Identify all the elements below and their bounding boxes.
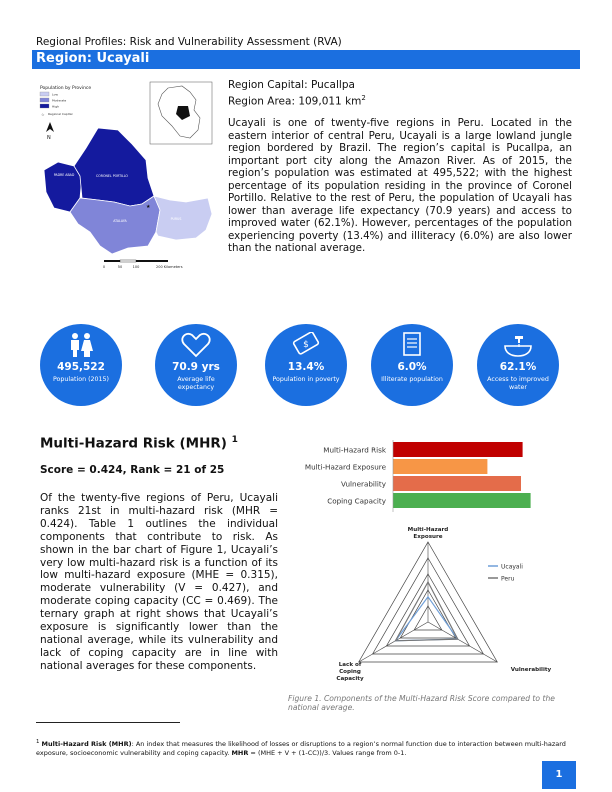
region-capital-block: [228, 79, 366, 109]
page-header-title: Regional Profiles: Risk and Vulnerability Assessment (RVA): [36, 36, 342, 48]
stat-poverty-label: Population in poverty: [272, 376, 340, 383]
province-coronel-portillo: [74, 128, 154, 206]
north-arrow-icon: [46, 122, 54, 132]
stat-life-expectancy-value: 70.9 yrs: [172, 361, 220, 373]
footnote-text: : An index that measures the likelihood of losses or disruptions to a region’s normal function due to interaction between multi-hazard exposure, socioeconomic vulnerability and coping capacity.: [36, 740, 566, 758]
stat-illiteracy-value: 6.0%: [397, 361, 427, 373]
region-capital: Region Capital: Pucallpa: [228, 79, 355, 91]
footnote-formula-label: MHR: [231, 749, 249, 758]
stat-illiteracy: [371, 324, 453, 406]
legend-high-label: High: [52, 104, 59, 109]
figure-caption: Figure 1. Components of the Multi-Hazard Risk Score compared to the national average.: [288, 694, 555, 712]
footnote: [36, 738, 576, 758]
mhr-components-bar-chart: [284, 440, 584, 512]
region-area-sup: 2: [361, 94, 366, 102]
stat-illiteracy-label: Illiterate population: [381, 376, 443, 383]
bar-label-2: Vulnerability: [341, 479, 386, 489]
money-icon: [265, 332, 347, 358]
mhr-paragraph: Of the twenty-five regions of Peru, Ucayali ranks 21st in multi-hazard risk (MHR = 0.424). Table 1 outlines the individual components that contribute to risk. As shown in the bar chart of Figure 1, Ucayali’s very low multi-hazard risk is a function of its low multi-hazard exposure (MHE = 0.315), moderate vulnerability (V = 0.427), and moderate coping capacity (CC = 0.469). The ternary graph at right shows that Ucayali’s exposure is significantly lower than the national average, while its vulnerability and lack of coping capacity are in line with national averages for these components.: [40, 492, 278, 672]
capital-star-icon: ★: [146, 204, 151, 210]
axis-label-0: Multi-Hazard Exposure: [407, 527, 449, 540]
province-label-padre-abad: PADRE ABAD: [53, 173, 75, 177]
province-label-purus: PURUS: [170, 217, 182, 221]
stat-population-label: Population (2015): [52, 376, 110, 383]
radar-spoke-2: [359, 622, 428, 662]
province-label-atalaya: ATALAYA: [113, 219, 127, 223]
legend-low-swatch: [40, 92, 49, 96]
axis-label-1: Vulnerability: [510, 667, 552, 673]
stat-water-access-value: 62.1%: [499, 361, 537, 373]
legend-low-label: Low: [52, 92, 58, 97]
heart-icon: [155, 332, 237, 358]
document-icon: [371, 332, 453, 358]
mhr-heading-text: Multi-Hazard Risk (MHR): [40, 435, 227, 452]
region-title: Region: Ucayali: [36, 51, 150, 66]
stat-water-access-label: Access to improved water: [487, 376, 549, 391]
stat-life-expectancy-label: Average life expectancy: [177, 376, 215, 391]
scale-bar-1: [104, 260, 120, 262]
regional-capital-star-icon: ☆: [41, 112, 45, 117]
stat-poverty: [265, 324, 347, 406]
stat-poverty-value: 13.4%: [287, 361, 325, 373]
radar-spoke-1: [428, 622, 497, 662]
bar-label-0: Multi-Hazard Risk: [323, 445, 386, 455]
north-label: N: [47, 135, 51, 141]
bar-3: [393, 493, 531, 508]
province-map: [36, 80, 218, 280]
radar-series-0: [396, 597, 458, 641]
bar-label-1: Multi-Hazard Exposure: [304, 462, 386, 472]
scale-label-0: 0: [102, 265, 106, 269]
legend-moderate-swatch: [40, 98, 49, 102]
legend-label-0: Ucayali: [501, 563, 523, 571]
scale-label-50: 50: [117, 265, 123, 269]
footnote-term: Multi-Hazard Risk (MHR): [41, 740, 132, 749]
bar-label-3: Coping Capacity: [327, 496, 386, 506]
footnote-formula: = (MHE + V + (1-CC))/3. Values range from 0-1.: [248, 749, 407, 758]
scale-bar-2: [120, 260, 136, 262]
stat-life-expectancy: [155, 324, 237, 406]
people-icon: [40, 332, 122, 358]
footnote-number: 1: [36, 739, 40, 745]
page-number: 1: [555, 769, 563, 780]
region-title-bar: [32, 50, 580, 69]
bar-2: [393, 476, 521, 491]
bar-1: [393, 459, 487, 474]
footnote-divider: [36, 722, 180, 723]
legend-capital-label: Regional Capital: [48, 112, 73, 116]
stat-population: [40, 324, 122, 406]
region-area: [228, 92, 366, 109]
page-number-box: [542, 761, 576, 789]
intro-paragraph: Ucayali is one of twenty-five regions in Peru. Located in the eastern interior of central Peru, Ucayali is a large lowland jungle region bordered by Brazil. The region’s capital is Pucallpa, an important port city along the Amazon River. As of 2015, the region’s population was estimated at 495,522; with the highest percentage of its population residing in the province of Coronel Portillo. Relative to the rest of Peru, the population of Ucayali has lower than average life expectancy (70.9 years) and access to improved water (62.1%). However, percentages of the population experiencing poverty (13.4%) and illiteracy (6.0%) are also lower than the national average.: [228, 117, 572, 254]
province-label-coronel-portillo: CORONEL PORTILLO: [96, 174, 128, 178]
mhr-heading-footnote-ref: 1: [231, 435, 238, 445]
province-purus: [154, 196, 212, 240]
scale-label-100: 100: [132, 265, 140, 269]
mhr-ternary-chart: [300, 522, 590, 690]
legend-moderate-label: Moderate: [52, 98, 67, 103]
legend-label-1: Peru: [501, 575, 515, 583]
radar-series-1: [395, 582, 457, 641]
axis-label-2: Lack of Coping Capacity: [336, 662, 364, 682]
map-legend-title: Population by Province: [40, 86, 92, 91]
stat-population-value: 495,522: [57, 361, 105, 373]
mhr-score: Score = 0.424, Rank = 21 of 25: [40, 464, 225, 476]
scale-label-200: 200 Kilometers: [156, 265, 183, 269]
faucet-icon: [477, 332, 559, 358]
stat-water-access: [477, 324, 559, 406]
svg-text:$: $: [303, 340, 309, 350]
scale-bar-3: [136, 260, 168, 262]
region-area-text: Region Area: 109,011 km: [228, 95, 362, 108]
bar-0: [393, 442, 523, 457]
mhr-heading: [40, 435, 238, 452]
legend-high-swatch: [40, 104, 49, 108]
